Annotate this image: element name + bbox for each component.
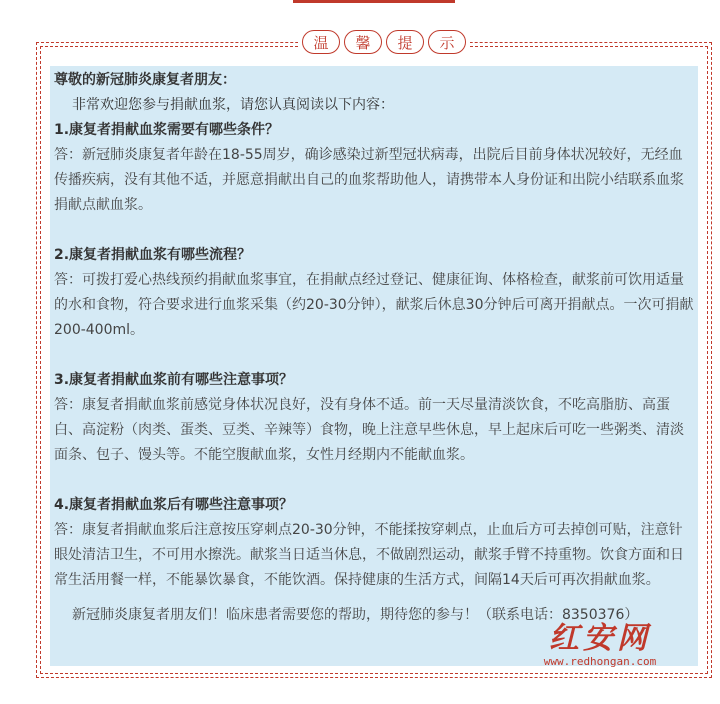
title-char-3: 提 — [386, 30, 424, 54]
watermark-url: www.redhongan.com — [543, 655, 657, 668]
section-answer-3: 答：康复者捐献血浆前感觉身体状况良好，没有身体不适。前一天尽量清淡饮食，不吃高脂肪、高蛋白、高淀粉（肉类、蛋类、豆类、辛辣等）食物，晚上注意早些休息，早上起床后可吃一些粥类、清淡面条、包子、馒头等。不能空腹献血浆，女性月经期内不能献血浆。 — [54, 397, 684, 463]
section-answer-2: 答：可拨打爱心热线预约捐献血浆事宜，在捐献点经过登记、健康征询、体格检查，献浆前可饮用适量的水和食物，符合要求进行血浆采集（约20-30分钟），献浆后休息30分钟后可离开捐献点。一次可捐献200-400ml。 — [54, 272, 694, 338]
section-answer-1: 答：新冠肺炎康复者年龄在18-55周岁，确诊感染过新型冠状病毒，出院后目前身体状况较好，无经血传播疾病，没有其他不适，并愿意捐献出自己的血浆帮助他人，请携带本人身份证和出院小结联系血浆捐献点献血浆。 — [54, 147, 684, 213]
top-accent-bar — [293, 0, 455, 3]
footer-text: 新冠肺炎康复者朋友们！临床患者需要您的帮助，期待您的参与！（联系电话：8350376） — [72, 607, 639, 623]
section-spacer — [54, 468, 694, 493]
section-question-2: 2.康复者捐献血浆有哪些流程？ — [54, 247, 252, 263]
section-answer-4: 答：康复者捐献血浆后注意按压穿刺点20-30分钟，不能揉按穿刺点，止血后方可去掉创可贴，注意针眼处清洁卫生，不可用水擦洗。献浆当日适当休息，不做剧烈运动，献浆手臂不持重物。饮食方面和日常生活用餐一样，不能暴饮暴食，不能饮酒。保持健康的生活方式，间隔14天后可再次捐献血浆。 — [54, 522, 684, 588]
intro-text: 非常欢迎您参与捐献血浆，请您认真阅读以下内容： — [72, 97, 394, 113]
section-spacer — [54, 343, 694, 368]
section-question-4: 4.康复者捐献血浆后有哪些注意事项？ — [54, 497, 294, 513]
section-question-1: 1.康复者捐献血浆需要有哪些条件？ — [54, 122, 280, 138]
title-char-4: 示 — [428, 30, 466, 54]
title-char-2: 馨 — [344, 30, 382, 54]
notice-title — [298, 30, 470, 56]
notice-content-panel — [50, 66, 698, 666]
section-question-3: 3.康复者捐献血浆前有哪些注意事项？ — [54, 372, 294, 388]
title-char-1: 温 — [302, 30, 340, 54]
watermark-logo: 红安网 — [549, 621, 651, 656]
greeting: 尊敬的新冠肺炎康复者朋友： — [54, 72, 236, 88]
section-spacer — [54, 218, 694, 243]
site-watermark — [538, 622, 662, 678]
